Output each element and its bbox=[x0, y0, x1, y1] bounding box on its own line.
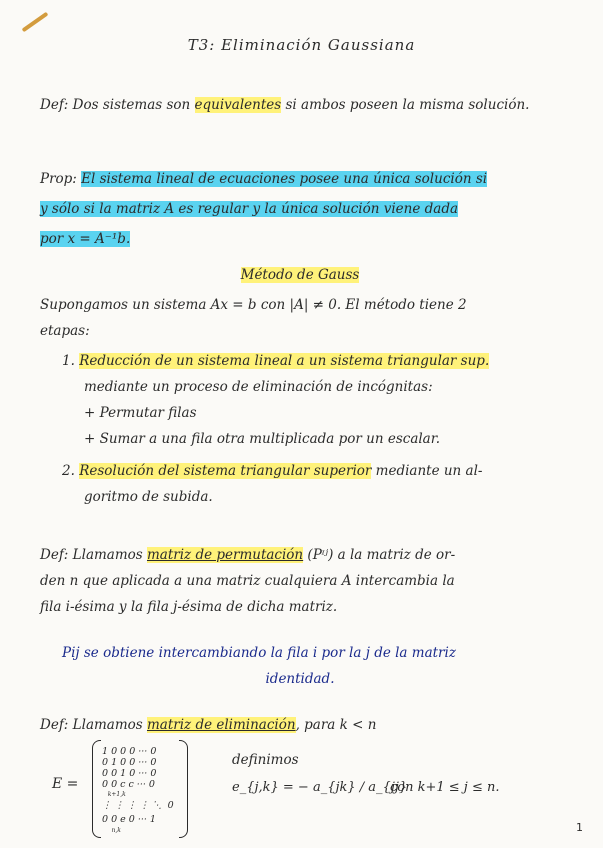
def-text-pre: Dos sistemas son bbox=[72, 97, 195, 113]
prop-line-3: por x = A⁻¹b. bbox=[40, 231, 131, 247]
matrix-subscript: k+1,k bbox=[102, 791, 136, 798]
def2-line-2: den n que aplicada a una matriz cualquiera A intercambia la bbox=[40, 573, 455, 589]
def2-post: (Pᶦʲ) a la matriz de or- bbox=[303, 547, 456, 563]
step-1-bullet-1: + Permutar filas bbox=[84, 405, 197, 421]
def2-pre: Llamamos bbox=[72, 547, 147, 563]
section-heading bbox=[40, 262, 560, 288]
metodo-gauss: Método de Gauss bbox=[240, 267, 360, 283]
step-2-number: 2. bbox=[62, 463, 75, 479]
step-2-highlight: Resolución del sistema triangular superior bbox=[79, 463, 372, 479]
pencil-mark bbox=[22, 12, 49, 32]
def2-label: Def: bbox=[40, 547, 69, 563]
left-bracket bbox=[92, 740, 101, 838]
highlight-permutacion: matriz de permutación bbox=[147, 547, 304, 563]
matrix-label: E = bbox=[52, 776, 79, 792]
def3-pre: Llamamos bbox=[72, 717, 147, 733]
prop-label: Prop: bbox=[40, 171, 77, 187]
step-2 bbox=[40, 458, 560, 510]
matrix-subscript: n,k bbox=[102, 827, 131, 834]
step-1-line-2: mediante un proceso de eliminación de incógnitas: bbox=[84, 379, 433, 395]
step-1-number: 1. bbox=[62, 353, 75, 369]
matrix-row: 0 0 1 0 ··· 0 bbox=[102, 768, 157, 779]
definimos-word: definimos bbox=[232, 752, 299, 768]
intro-line-1: Supongamos un sistema Ax = b con |A| ≠ 0. El método tiene 2 bbox=[40, 297, 467, 313]
step-1 bbox=[40, 348, 560, 452]
def-text-post: si ambos poseen la misma solución. bbox=[281, 97, 530, 113]
elimination-matrix bbox=[92, 740, 188, 836]
intro-line-2: etapas: bbox=[40, 323, 90, 339]
proposition bbox=[40, 164, 560, 254]
def3-label: Def: bbox=[40, 717, 69, 733]
definimos-formula: e_{j,k} = − a_{jk} / a_{jj} bbox=[232, 780, 408, 795]
step-2-post: mediante un al- bbox=[371, 463, 483, 479]
step-1-highlight: Reducción de un sistema lineal a un sistema triangular sup. bbox=[79, 353, 490, 369]
definition-elimination bbox=[40, 712, 560, 738]
definition-equivalent bbox=[40, 92, 560, 118]
definition-permutation bbox=[40, 542, 560, 620]
definimos-condition: con k+1 ≤ j ≤ n. bbox=[390, 780, 500, 795]
intro-paragraph bbox=[40, 292, 560, 344]
prop-line-1: El sistema lineal de ecuaciones posee una única solución si bbox=[81, 171, 488, 187]
pij-line-2: identidad. bbox=[265, 671, 335, 687]
def2-line-3: fila i-ésima y la fila j-ésima de dicha matriz. bbox=[40, 599, 338, 615]
def-label: Def: bbox=[40, 97, 69, 113]
page-number: 1 bbox=[576, 821, 583, 834]
pij-note bbox=[40, 640, 560, 692]
matrix-row: 0 0 c c ··· 0 bbox=[102, 779, 155, 790]
highlight-equivalentes: equivalentes bbox=[194, 97, 282, 113]
page-title: T3: Eliminación Gaussiana bbox=[187, 36, 416, 54]
pij-line-1: Pij se obtiene intercambiando la fila i por la j de la matriz bbox=[62, 645, 456, 661]
step-2-line-2: goritmo de subida. bbox=[84, 489, 213, 505]
step-1-bullet-2: + Sumar a una fila otra multiplicada por un escalar. bbox=[84, 431, 440, 447]
right-bracket bbox=[179, 740, 188, 838]
matrix-row: 0 0 e 0 ··· 1 bbox=[102, 814, 156, 825]
matrix-row: ⋮ ⋮ ⋮ ⋮ ⋱ 0 bbox=[102, 800, 174, 811]
def3-post: , para k < n bbox=[295, 717, 377, 733]
matrix-row: 1 0 0 0 ··· 0 bbox=[102, 746, 157, 757]
prop-line-2: y sólo si la matriz A es regular y la única solución viene dada bbox=[40, 201, 459, 217]
highlight-eliminacion: matriz de eliminación bbox=[147, 717, 296, 733]
matrix-row: 0 1 0 0 ··· 0 bbox=[102, 757, 157, 768]
